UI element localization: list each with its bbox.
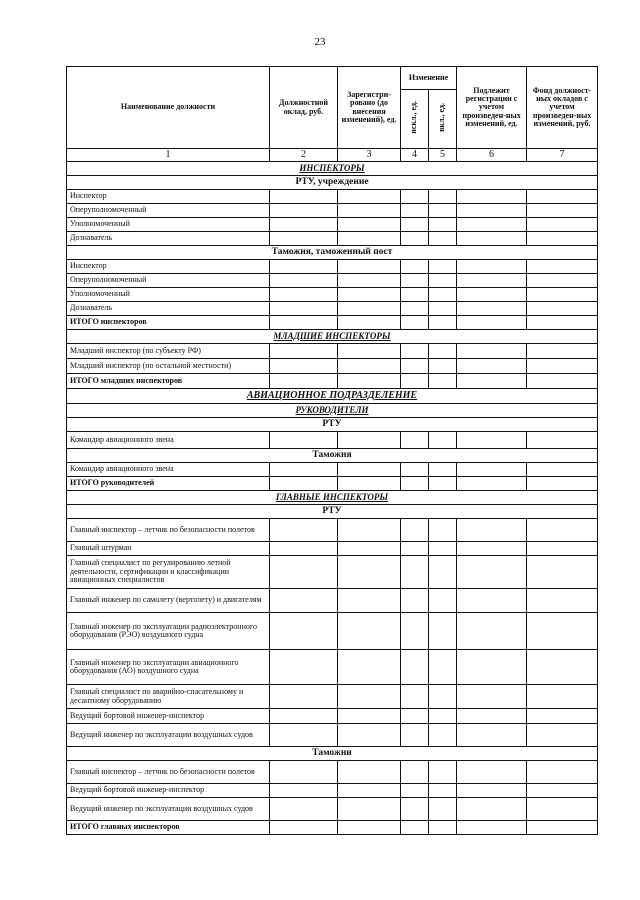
positions-table bbox=[66, 66, 598, 835]
table-row bbox=[67, 260, 598, 274]
position-name: Ведущий инженер по эксплуатации воздушных судов bbox=[67, 798, 270, 821]
table-row bbox=[67, 190, 598, 204]
position-name: Уполномоченный bbox=[67, 288, 270, 302]
empty-cell bbox=[527, 709, 598, 724]
subsection-title: Таможни bbox=[67, 747, 598, 761]
position-name: ИТОГО младших инспекторов bbox=[67, 374, 270, 389]
empty-cell bbox=[527, 477, 598, 491]
header-to-register: Подлежит регистрации с учетом произведен-ных изменений, ед. bbox=[457, 67, 527, 149]
position-name: Дознаватель bbox=[67, 232, 270, 246]
table-row bbox=[67, 589, 598, 613]
empty-cell bbox=[457, 274, 527, 288]
empty-cell bbox=[527, 344, 598, 359]
empty-cell bbox=[270, 463, 338, 477]
empty-cell bbox=[527, 542, 598, 556]
empty-cell bbox=[457, 302, 527, 316]
table-row bbox=[67, 685, 598, 709]
empty-cell bbox=[270, 519, 338, 542]
empty-cell bbox=[338, 260, 401, 274]
empty-cell bbox=[270, 374, 338, 389]
empty-cell bbox=[429, 218, 457, 232]
empty-cell bbox=[527, 374, 598, 389]
empty-cell bbox=[401, 218, 429, 232]
table-row bbox=[67, 709, 598, 724]
empty-cell bbox=[457, 519, 527, 542]
empty-cell bbox=[527, 784, 598, 798]
empty-cell bbox=[401, 463, 429, 477]
empty-cell bbox=[527, 761, 598, 784]
position-name: Главный инженер по эксплуатации авиационного оборудования (АО) воздушного судна bbox=[67, 650, 270, 685]
total-row bbox=[67, 477, 598, 491]
empty-cell bbox=[429, 374, 457, 389]
empty-cell bbox=[270, 685, 338, 709]
page-number: 23 bbox=[314, 36, 326, 48]
empty-cell bbox=[527, 650, 598, 685]
position-name: Инспектор bbox=[67, 260, 270, 274]
empty-cell bbox=[429, 761, 457, 784]
table-row bbox=[67, 359, 598, 374]
section-title: РУКОВОДИТЕЛИ bbox=[67, 404, 598, 418]
empty-cell bbox=[457, 359, 527, 374]
empty-cell bbox=[338, 685, 401, 709]
empty-cell bbox=[338, 784, 401, 798]
table-body bbox=[67, 162, 598, 835]
empty-cell bbox=[429, 232, 457, 246]
empty-cell bbox=[338, 821, 401, 835]
empty-cell bbox=[401, 316, 429, 330]
empty-cell bbox=[457, 316, 527, 330]
empty-cell bbox=[527, 685, 598, 709]
empty-cell bbox=[338, 542, 401, 556]
empty-cell bbox=[401, 477, 429, 491]
subsection-row bbox=[67, 176, 598, 190]
empty-cell bbox=[401, 784, 429, 798]
empty-cell bbox=[401, 798, 429, 821]
empty-cell bbox=[338, 274, 401, 288]
empty-cell bbox=[270, 316, 338, 330]
column-number: 7 bbox=[527, 149, 598, 162]
empty-cell bbox=[401, 613, 429, 650]
position-name: Ведущий бортовой инженер-инспектор bbox=[67, 784, 270, 798]
empty-cell bbox=[270, 542, 338, 556]
table-row bbox=[67, 798, 598, 821]
empty-cell bbox=[270, 204, 338, 218]
table-row bbox=[67, 761, 598, 784]
empty-cell bbox=[429, 432, 457, 449]
empty-cell bbox=[429, 204, 457, 218]
empty-cell bbox=[338, 761, 401, 784]
empty-cell bbox=[429, 463, 457, 477]
position-name: Главный инспектор – летчик по безопасности полетов bbox=[67, 761, 270, 784]
empty-cell bbox=[527, 190, 598, 204]
empty-cell bbox=[270, 274, 338, 288]
position-name: Уполномоченный bbox=[67, 218, 270, 232]
subsection-row bbox=[67, 418, 598, 432]
empty-cell bbox=[338, 463, 401, 477]
empty-cell bbox=[527, 316, 598, 330]
empty-cell bbox=[527, 556, 598, 589]
header-salary: Должностной оклад, руб. bbox=[270, 67, 338, 149]
empty-cell bbox=[457, 613, 527, 650]
empty-cell bbox=[338, 709, 401, 724]
column-number: 2 bbox=[270, 149, 338, 162]
subsection-row bbox=[67, 747, 598, 761]
empty-cell bbox=[270, 288, 338, 302]
subsection-title: Таможня, таможенный пост bbox=[67, 246, 598, 260]
section-row bbox=[67, 404, 598, 418]
empty-cell bbox=[338, 519, 401, 542]
empty-cell bbox=[457, 685, 527, 709]
position-name: Главный специалист по аварийно-спасательному и десантному оборудованию bbox=[67, 685, 270, 709]
table-row bbox=[67, 344, 598, 359]
empty-cell bbox=[457, 821, 527, 835]
position-name: ИТОГО инспекторов bbox=[67, 316, 270, 330]
table-row bbox=[67, 613, 598, 650]
empty-cell bbox=[401, 274, 429, 288]
section-row bbox=[67, 162, 598, 176]
empty-cell bbox=[429, 477, 457, 491]
empty-cell bbox=[401, 709, 429, 724]
position-name: Младший инспектор (по остальной местности) bbox=[67, 359, 270, 374]
empty-cell bbox=[270, 190, 338, 204]
empty-cell bbox=[429, 685, 457, 709]
empty-cell bbox=[401, 260, 429, 274]
subsection-title: РТУ bbox=[67, 418, 598, 432]
empty-cell bbox=[270, 556, 338, 589]
empty-cell bbox=[527, 613, 598, 650]
empty-cell bbox=[270, 477, 338, 491]
empty-cell bbox=[457, 784, 527, 798]
empty-cell bbox=[270, 232, 338, 246]
empty-cell bbox=[401, 761, 429, 784]
empty-cell bbox=[270, 613, 338, 650]
empty-cell bbox=[338, 232, 401, 246]
empty-cell bbox=[338, 432, 401, 449]
empty-cell bbox=[401, 650, 429, 685]
table-row bbox=[67, 232, 598, 246]
empty-cell bbox=[338, 724, 401, 747]
subsection-row bbox=[67, 449, 598, 463]
table-row bbox=[67, 218, 598, 232]
empty-cell bbox=[527, 519, 598, 542]
header-fund: Фонд должност-ных окладов с учетом произведен-ных изменений, руб. bbox=[527, 67, 598, 149]
empty-cell bbox=[457, 556, 527, 589]
empty-cell bbox=[338, 613, 401, 650]
empty-cell bbox=[429, 190, 457, 204]
empty-cell bbox=[429, 650, 457, 685]
position-name: Главный штурман bbox=[67, 542, 270, 556]
empty-cell bbox=[401, 556, 429, 589]
empty-cell bbox=[338, 589, 401, 613]
empty-cell bbox=[429, 288, 457, 302]
empty-cell bbox=[401, 204, 429, 218]
empty-cell bbox=[527, 432, 598, 449]
empty-cell bbox=[457, 542, 527, 556]
empty-cell bbox=[401, 685, 429, 709]
empty-cell bbox=[457, 589, 527, 613]
empty-cell bbox=[270, 302, 338, 316]
table-row bbox=[67, 204, 598, 218]
empty-cell bbox=[527, 302, 598, 316]
position-name: Командир авиационного звена bbox=[67, 463, 270, 477]
empty-cell bbox=[429, 316, 457, 330]
section-title: ГЛАВНЫЕ ИНСПЕКТОРЫ bbox=[67, 491, 598, 505]
column-number: 6 bbox=[457, 149, 527, 162]
subsection-row bbox=[67, 246, 598, 260]
empty-cell bbox=[429, 260, 457, 274]
empty-cell bbox=[338, 650, 401, 685]
table-row bbox=[67, 650, 598, 685]
empty-cell bbox=[527, 204, 598, 218]
empty-cell bbox=[270, 784, 338, 798]
section-row bbox=[67, 330, 598, 344]
column-numbers-row bbox=[67, 149, 598, 162]
empty-cell bbox=[270, 218, 338, 232]
header-registered: Зарегистри-ровано (до внесения изменений), ед. bbox=[338, 67, 401, 149]
empty-cell bbox=[338, 302, 401, 316]
empty-cell bbox=[527, 260, 598, 274]
empty-cell bbox=[457, 190, 527, 204]
empty-cell bbox=[338, 288, 401, 302]
empty-cell bbox=[401, 519, 429, 542]
empty-cell bbox=[429, 542, 457, 556]
position-name: Главный инспектор – летчик по безопасности полетов bbox=[67, 519, 270, 542]
empty-cell bbox=[429, 556, 457, 589]
header-row bbox=[67, 67, 598, 90]
table-row bbox=[67, 519, 598, 542]
empty-cell bbox=[429, 798, 457, 821]
empty-cell bbox=[338, 359, 401, 374]
position-name: ИТОГО главных инспекторов bbox=[67, 821, 270, 835]
table-row bbox=[67, 274, 598, 288]
empty-cell bbox=[527, 724, 598, 747]
empty-cell bbox=[457, 798, 527, 821]
empty-cell bbox=[429, 359, 457, 374]
header-excluded: искл., ед. bbox=[409, 101, 419, 135]
table-row bbox=[67, 556, 598, 589]
table-row bbox=[67, 463, 598, 477]
section-row bbox=[67, 491, 598, 505]
total-row bbox=[67, 821, 598, 835]
empty-cell bbox=[270, 589, 338, 613]
table-row bbox=[67, 542, 598, 556]
empty-cell bbox=[270, 761, 338, 784]
section-title: АВИАЦИОННОЕ ПОДРАЗДЕЛЕНИЕ bbox=[67, 389, 598, 404]
position-name: Главный инженер по самолету (вертолету) и двигателям bbox=[67, 589, 270, 613]
header-change: Изменение bbox=[401, 67, 457, 90]
empty-cell bbox=[429, 724, 457, 747]
empty-cell bbox=[270, 798, 338, 821]
position-name: Инспектор bbox=[67, 190, 270, 204]
table-row bbox=[67, 302, 598, 316]
empty-cell bbox=[429, 784, 457, 798]
empty-cell bbox=[401, 542, 429, 556]
empty-cell bbox=[401, 288, 429, 302]
empty-cell bbox=[527, 218, 598, 232]
empty-cell bbox=[457, 761, 527, 784]
empty-cell bbox=[401, 344, 429, 359]
empty-cell bbox=[457, 374, 527, 389]
empty-cell bbox=[429, 589, 457, 613]
empty-cell bbox=[270, 821, 338, 835]
empty-cell bbox=[429, 302, 457, 316]
empty-cell bbox=[457, 260, 527, 274]
empty-cell bbox=[457, 709, 527, 724]
empty-cell bbox=[429, 274, 457, 288]
empty-cell bbox=[401, 190, 429, 204]
empty-cell bbox=[429, 344, 457, 359]
position-name: Главный инженер по эксплуатации радиоэлектронного оборудования (РЭО) воздушного судна bbox=[67, 613, 270, 650]
empty-cell bbox=[270, 432, 338, 449]
empty-cell bbox=[270, 260, 338, 274]
empty-cell bbox=[338, 798, 401, 821]
subsection-title: РТУ, учреждение bbox=[67, 176, 598, 190]
empty-cell bbox=[429, 709, 457, 724]
empty-cell bbox=[401, 374, 429, 389]
empty-cell bbox=[270, 650, 338, 685]
section-row bbox=[67, 389, 598, 404]
empty-cell bbox=[527, 359, 598, 374]
position-name: Дознаватель bbox=[67, 302, 270, 316]
empty-cell bbox=[527, 589, 598, 613]
column-number: 4 bbox=[401, 149, 429, 162]
subsection-title: Таможня bbox=[67, 449, 598, 463]
empty-cell bbox=[457, 218, 527, 232]
empty-cell bbox=[457, 650, 527, 685]
column-number: 3 bbox=[338, 149, 401, 162]
column-number: 5 bbox=[429, 149, 457, 162]
table-row bbox=[67, 724, 598, 747]
empty-cell bbox=[527, 288, 598, 302]
staff-table bbox=[66, 66, 597, 835]
empty-cell bbox=[401, 359, 429, 374]
empty-cell bbox=[338, 344, 401, 359]
total-row bbox=[67, 374, 598, 389]
empty-cell bbox=[401, 232, 429, 246]
section-title: ИНСПЕКТОРЫ bbox=[67, 162, 598, 176]
empty-cell bbox=[429, 821, 457, 835]
empty-cell bbox=[270, 724, 338, 747]
empty-cell bbox=[338, 477, 401, 491]
empty-cell bbox=[401, 432, 429, 449]
empty-cell bbox=[527, 274, 598, 288]
empty-cell bbox=[457, 432, 527, 449]
position-name: Главный специалист по регулированию летной деятельности, сертификации и классификации авиационных специалистов bbox=[67, 556, 270, 589]
empty-cell bbox=[457, 477, 527, 491]
empty-cell bbox=[429, 613, 457, 650]
empty-cell bbox=[401, 724, 429, 747]
header-included: вкл., ед. bbox=[437, 103, 447, 133]
position-name: Оперуполномоченный bbox=[67, 274, 270, 288]
header-name: Наименование должности bbox=[67, 67, 270, 149]
section-title: МЛАДШИЕ ИНСПЕКТОРЫ bbox=[67, 330, 598, 344]
table-row bbox=[67, 432, 598, 449]
position-name: ИТОГО руководителей bbox=[67, 477, 270, 491]
position-name: Ведущий бортовой инженер-инспектор bbox=[67, 709, 270, 724]
empty-cell bbox=[270, 709, 338, 724]
subsection-title: РТУ bbox=[67, 505, 598, 519]
empty-cell bbox=[457, 232, 527, 246]
position-name: Ведущий инженер по эксплуатации воздушных судов bbox=[67, 724, 270, 747]
empty-cell bbox=[338, 556, 401, 589]
empty-cell bbox=[527, 463, 598, 477]
column-number: 1 bbox=[67, 149, 270, 162]
empty-cell bbox=[527, 798, 598, 821]
empty-cell bbox=[527, 232, 598, 246]
position-name: Младший инспектор (по субъекту РФ) bbox=[67, 344, 270, 359]
subsection-row bbox=[67, 505, 598, 519]
table-row bbox=[67, 288, 598, 302]
empty-cell bbox=[338, 218, 401, 232]
position-name: Командир авиационного звена bbox=[67, 432, 270, 449]
empty-cell bbox=[429, 519, 457, 542]
empty-cell bbox=[457, 204, 527, 218]
empty-cell bbox=[457, 463, 527, 477]
empty-cell bbox=[457, 344, 527, 359]
empty-cell bbox=[270, 359, 338, 374]
empty-cell bbox=[338, 374, 401, 389]
empty-cell bbox=[401, 589, 429, 613]
total-row bbox=[67, 316, 598, 330]
empty-cell bbox=[401, 821, 429, 835]
empty-cell bbox=[338, 204, 401, 218]
empty-cell bbox=[338, 316, 401, 330]
empty-cell bbox=[270, 344, 338, 359]
empty-cell bbox=[457, 724, 527, 747]
empty-cell bbox=[457, 288, 527, 302]
empty-cell bbox=[401, 302, 429, 316]
table-row bbox=[67, 784, 598, 798]
empty-cell bbox=[338, 190, 401, 204]
empty-cell bbox=[527, 821, 598, 835]
position-name: Оперуполномоченный bbox=[67, 204, 270, 218]
